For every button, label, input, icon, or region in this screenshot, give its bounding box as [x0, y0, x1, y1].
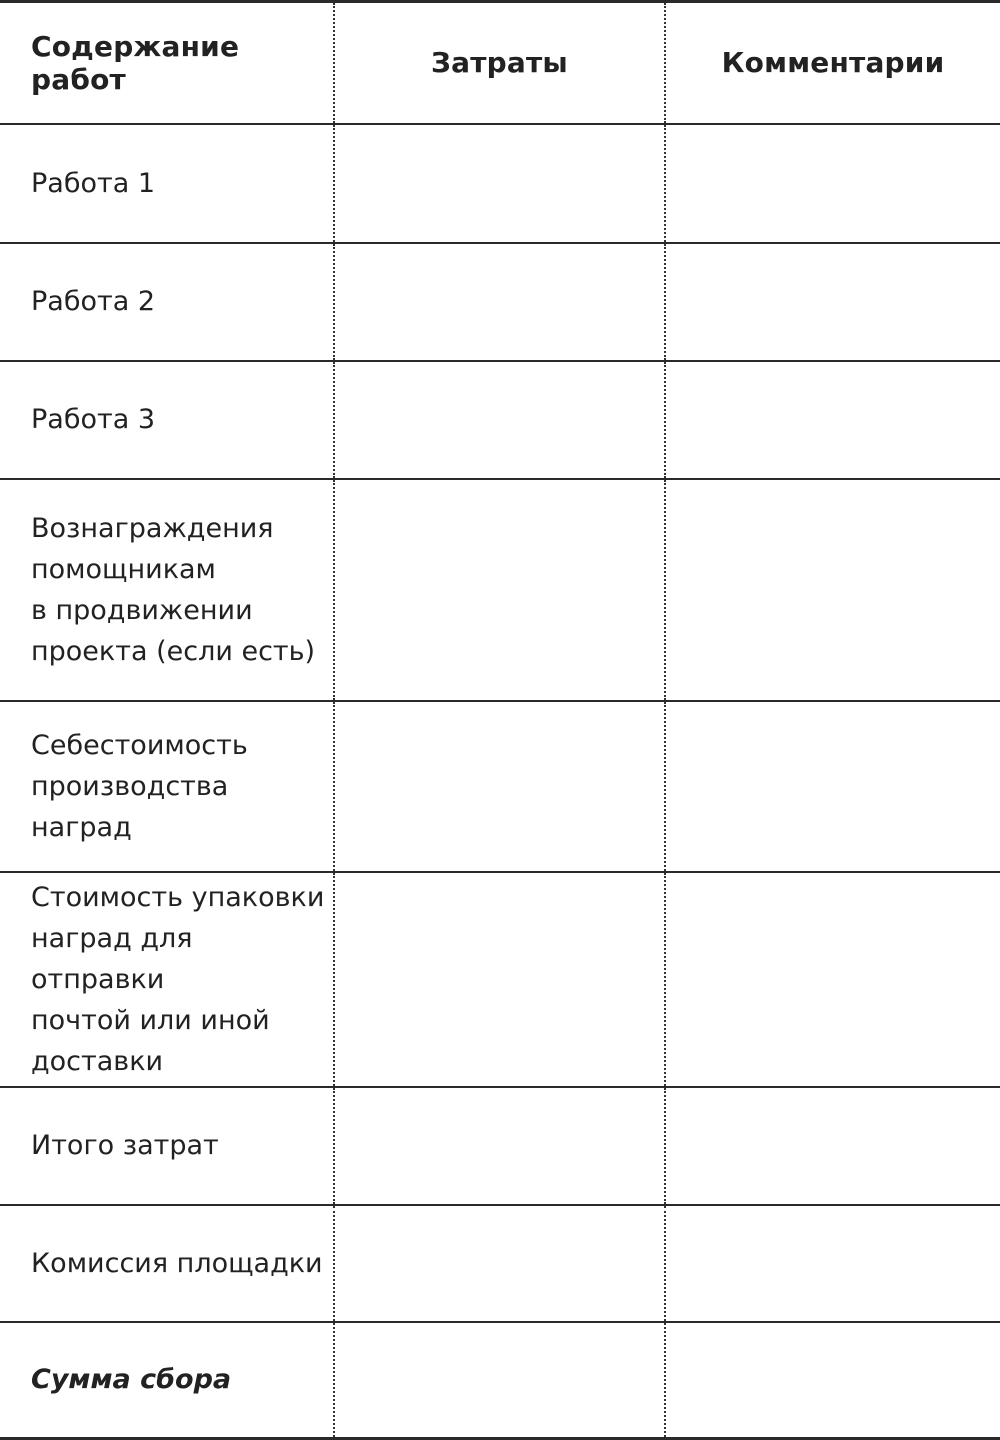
- header-work-content: Содержание работ: [0, 2, 334, 124]
- row-label: [0, 701, 334, 872]
- table-header-row: [0, 2, 1000, 124]
- cost-cell[interactable]: [334, 701, 665, 872]
- row-label: [0, 361, 334, 479]
- row-label: [0, 872, 334, 1087]
- row-label-line: проекта (если есть): [31, 635, 316, 667]
- table-row: [0, 479, 1000, 701]
- row-label-line: Сумма сбора: [31, 1364, 232, 1396]
- comment-cell[interactable]: [665, 872, 1000, 1087]
- row-label: [0, 243, 334, 361]
- cost-cell[interactable]: [334, 361, 665, 479]
- row-label: [0, 1087, 334, 1205]
- cost-cell[interactable]: [334, 479, 665, 701]
- comment-cell[interactable]: [665, 1205, 1000, 1322]
- row-label-line: Стоимость упаковки: [31, 881, 325, 913]
- table-row: [0, 1322, 1000, 1439]
- comment-cell[interactable]: [665, 479, 1000, 701]
- row-label-line: помощникам: [31, 553, 216, 585]
- row-label-line: Комиссия площадки: [31, 1247, 323, 1279]
- row-label-line: Вознаграждения: [31, 512, 274, 544]
- row-label-line: Работа 3: [31, 404, 156, 435]
- comment-cell[interactable]: [665, 124, 1000, 243]
- row-label-line: Итого затрат: [31, 1130, 219, 1161]
- row-label-line: в продвижении: [31, 594, 253, 626]
- comment-cell[interactable]: [665, 1322, 1000, 1439]
- row-label: [0, 1322, 334, 1439]
- comment-cell[interactable]: [665, 1087, 1000, 1205]
- row-label-line: почтой или иной: [31, 1004, 270, 1036]
- row-label-line: Работа 2: [31, 286, 156, 317]
- cost-cell[interactable]: [334, 1087, 665, 1205]
- table-row: [0, 701, 1000, 872]
- table-row: [0, 1205, 1000, 1322]
- row-label-line: доставки: [31, 1045, 164, 1077]
- comment-cell[interactable]: [665, 361, 1000, 479]
- cost-cell[interactable]: [334, 124, 665, 243]
- row-label: [0, 124, 334, 243]
- row-label: [0, 1205, 334, 1322]
- table-row: [0, 361, 1000, 479]
- comment-cell[interactable]: [665, 701, 1000, 872]
- row-label-line: Себестоимость: [31, 729, 248, 761]
- table-row: [0, 872, 1000, 1087]
- row-label-line: Работа 1: [31, 167, 156, 199]
- cost-cell[interactable]: [334, 1322, 665, 1439]
- cost-cell[interactable]: [334, 1205, 665, 1322]
- row-label-line: наград для отправки: [31, 922, 193, 995]
- table-row: [0, 243, 1000, 361]
- header-costs: Затраты: [334, 2, 665, 124]
- row-label-line: наград: [31, 811, 132, 843]
- header-comments: Комментарии: [665, 2, 1000, 124]
- row-label-line: производства: [31, 770, 229, 802]
- cost-cell[interactable]: [334, 872, 665, 1087]
- table-row: [0, 124, 1000, 243]
- cost-cell[interactable]: [334, 243, 665, 361]
- table-row: [0, 1087, 1000, 1205]
- row-label: [0, 479, 334, 701]
- comment-cell[interactable]: [665, 243, 1000, 361]
